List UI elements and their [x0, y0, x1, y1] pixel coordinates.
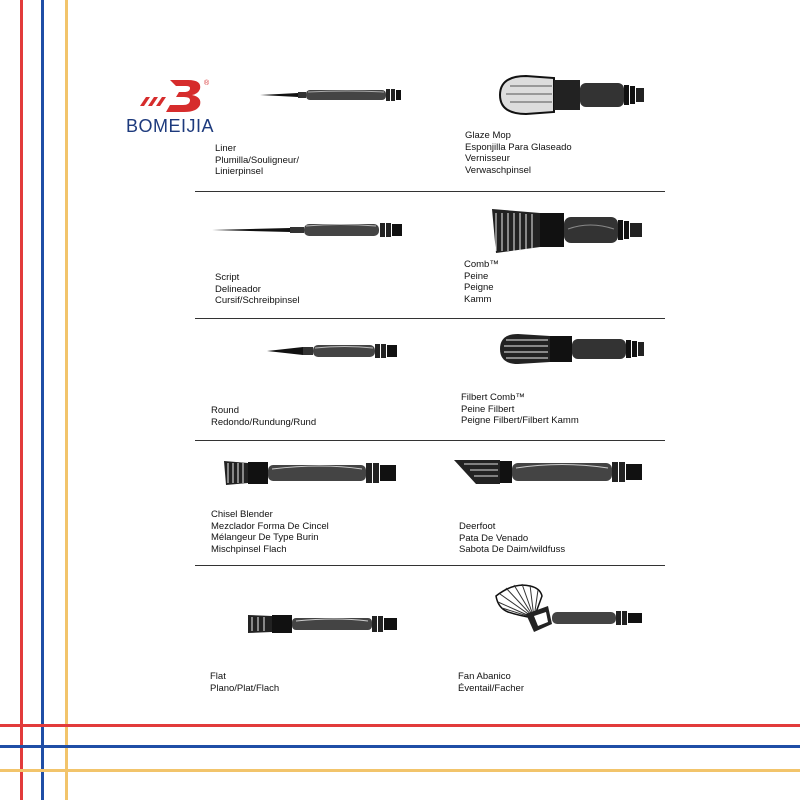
frame-line-yellow-vertical	[65, 0, 68, 800]
flat-brush-icon	[246, 612, 400, 636]
brush-label-deerfoot	[459, 521, 565, 556]
brush-label-line: Filbert Comb™	[461, 392, 525, 403]
row-divider	[195, 440, 665, 441]
brush-label-line: Mezclador Forma De Cincel	[211, 520, 329, 532]
brush-label-flat	[210, 671, 279, 694]
row-divider	[195, 191, 665, 192]
brush-label-line: Peigne Filbert/Filbert Kamm	[461, 415, 579, 426]
brush-label-line: Round	[211, 405, 239, 416]
brush-label-line: Comb™	[464, 259, 499, 270]
brush-label-line: Liner	[215, 143, 237, 154]
brush-label-line: Cursif/Schreibpinsel	[215, 295, 300, 306]
deerfoot-brush-icon	[452, 456, 646, 488]
filbert-comb-brush-icon	[496, 330, 646, 368]
brush-label-line: Vernisseur	[465, 153, 510, 164]
brush-label-line: Peine	[464, 270, 489, 282]
script-brush-icon	[210, 220, 405, 240]
brush-label-line: Pata De Venado	[459, 532, 529, 544]
brush-label-line: Delineador	[215, 283, 261, 295]
brush-label-filbert-comb	[461, 392, 579, 427]
brush-label-line: Linierpinsel	[215, 166, 264, 177]
brush-label-round	[211, 405, 316, 428]
brush-label-line: Script	[215, 272, 240, 283]
frame-line-blue-vertical	[41, 0, 44, 800]
brush-label-line: Chisel Blender	[211, 509, 273, 520]
chisel-blender-brush-icon	[222, 457, 400, 489]
brush-label-comb	[464, 259, 499, 305]
brush-label-line: Peine Filbert	[461, 403, 515, 415]
liner-brush-icon	[258, 86, 403, 104]
brush-label-line: Mischpinsel Flach	[211, 543, 287, 555]
row-divider	[195, 318, 665, 319]
brush-label-line: Mélangeur De Type Burin	[211, 532, 319, 543]
frame-line-red-horizontal	[0, 724, 800, 727]
glaze-mop-brush-icon	[496, 72, 646, 118]
round-brush-icon	[265, 342, 400, 360]
brush-label-glaze-mop	[465, 130, 572, 176]
brush-label-script	[215, 272, 299, 307]
frame-line-blue-horizontal	[0, 745, 800, 748]
frame-line-yellow-horizontal	[0, 769, 800, 772]
brand-name: BOMEIJIA	[126, 116, 215, 136]
brush-label-line: Éventail/Facher	[458, 682, 525, 694]
brush-label-line: Peigne	[464, 282, 494, 293]
fan-brush-icon	[490, 582, 646, 646]
frame-line-red-vertical	[20, 0, 23, 800]
brush-label-line: Plano/Plat/Flach	[210, 682, 280, 694]
brush-label-chisel-blender	[211, 509, 329, 555]
brush-label-line: Esponjilla Para Glaseado	[465, 141, 572, 153]
brush-label-line: Flat	[210, 671, 226, 682]
brush-label-line: Verwaschpinsel	[465, 164, 532, 176]
brush-label-line: Sabota De Daim/wildfuss	[459, 544, 566, 555]
brush-label-line: Redondo/Rundung/Rund	[211, 416, 317, 428]
brush-label-line: Fan Abanico	[458, 671, 511, 682]
brush-label-line: Plumilla/Souligneur/	[215, 154, 299, 166]
brush-label-line: Kamm	[464, 293, 492, 305]
brush-label-line: Glaze Mop	[465, 130, 511, 141]
row-divider	[195, 565, 665, 566]
registered-mark: ®	[204, 80, 210, 87]
brush-label-liner	[215, 143, 299, 178]
comb-brush-icon	[490, 205, 646, 255]
brush-label-fan	[458, 671, 524, 694]
brush-label-line: Deerfoot	[459, 521, 496, 532]
